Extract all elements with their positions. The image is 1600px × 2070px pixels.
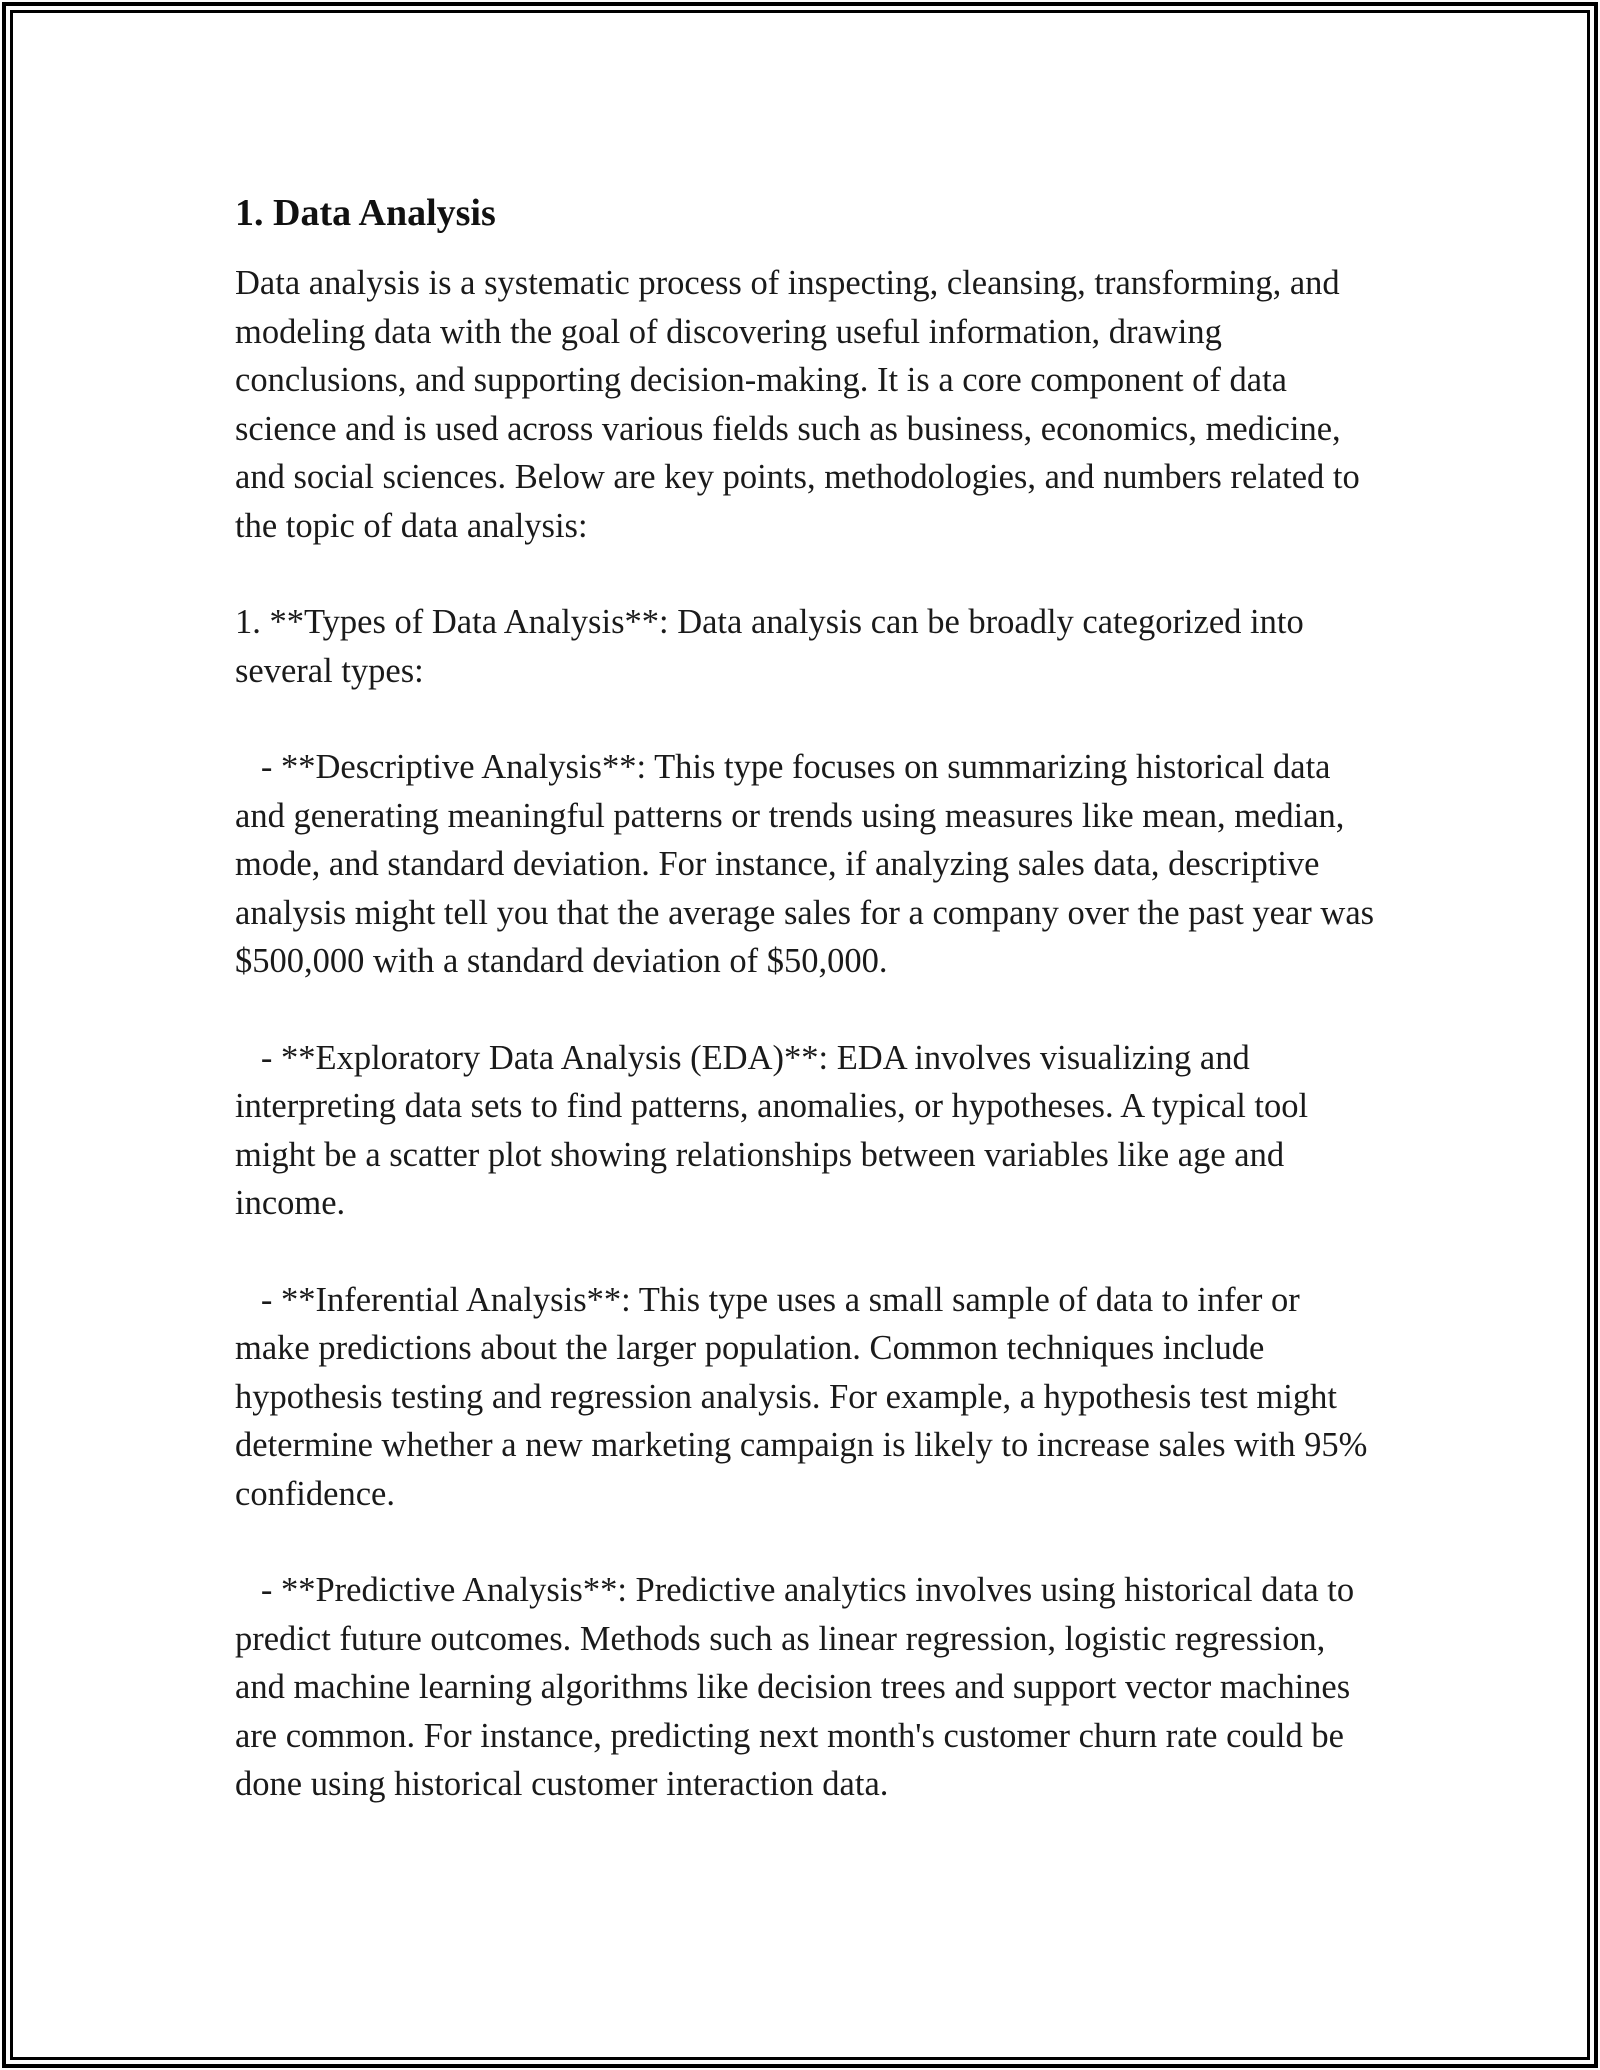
section-title: 1. Data Analysis	[235, 192, 496, 234]
exploratory-analysis-paragraph: - **Exploratory Data Analysis (EDA)**: EDA involves visualizing and interpreting data sets to find patterns, anomalies, or hypotheses. A typical tool might be a scatter plot showing relationships between variables like age and income.	[235, 1038, 1317, 1222]
intro-paragraph: Data analysis is a systematic process of inspecting, cleansing, transforming, and modeling data with the goal of discovering useful information, drawing conclusions, and supporting decision-making. It is a core component of data science and is used across various fields such as business, economics, medicine, and social sciences. Below are key points, methodologies, and numbers related to the topic of data analysis:	[235, 264, 1369, 545]
descriptive-analysis-paragraph: - **Descriptive Analysis**: This type focuses on summarizing historical data and generating meaningful patterns or trends using measures like mean, median, mode, and standard deviation. For instance, if analyzing sales data, descriptive analysis might tell you that the average sales for a company over the past year was $500,000 with a standard deviation of $50,000.	[235, 748, 1383, 980]
document-body	[235, 185, 1383, 1857]
predictive-analysis-paragraph: - **Predictive Analysis**: Predictive analytics involves using historical data to predict future outcomes. Methods such as linear regression, logistic regression, and machine learning algorithms like decision trees and support vector machines are common. For instance, predicting next month's customer churn rate could be done using historical customer interaction data.	[235, 1571, 1363, 1803]
inferential-analysis-paragraph: - **Inferential Analysis**: This type uses a small sample of data to infer or make predictions about the larger population. Common techniques include hypothesis testing and regression analysis. For example, a hypothesis test might determine whether a new marketing campaign is likely to increase sales with 95% confidence.	[235, 1280, 1376, 1513]
types-paragraph: 1. **Types of Data Analysis**: Data analysis can be broadly categorized into several types:	[235, 603, 1313, 690]
